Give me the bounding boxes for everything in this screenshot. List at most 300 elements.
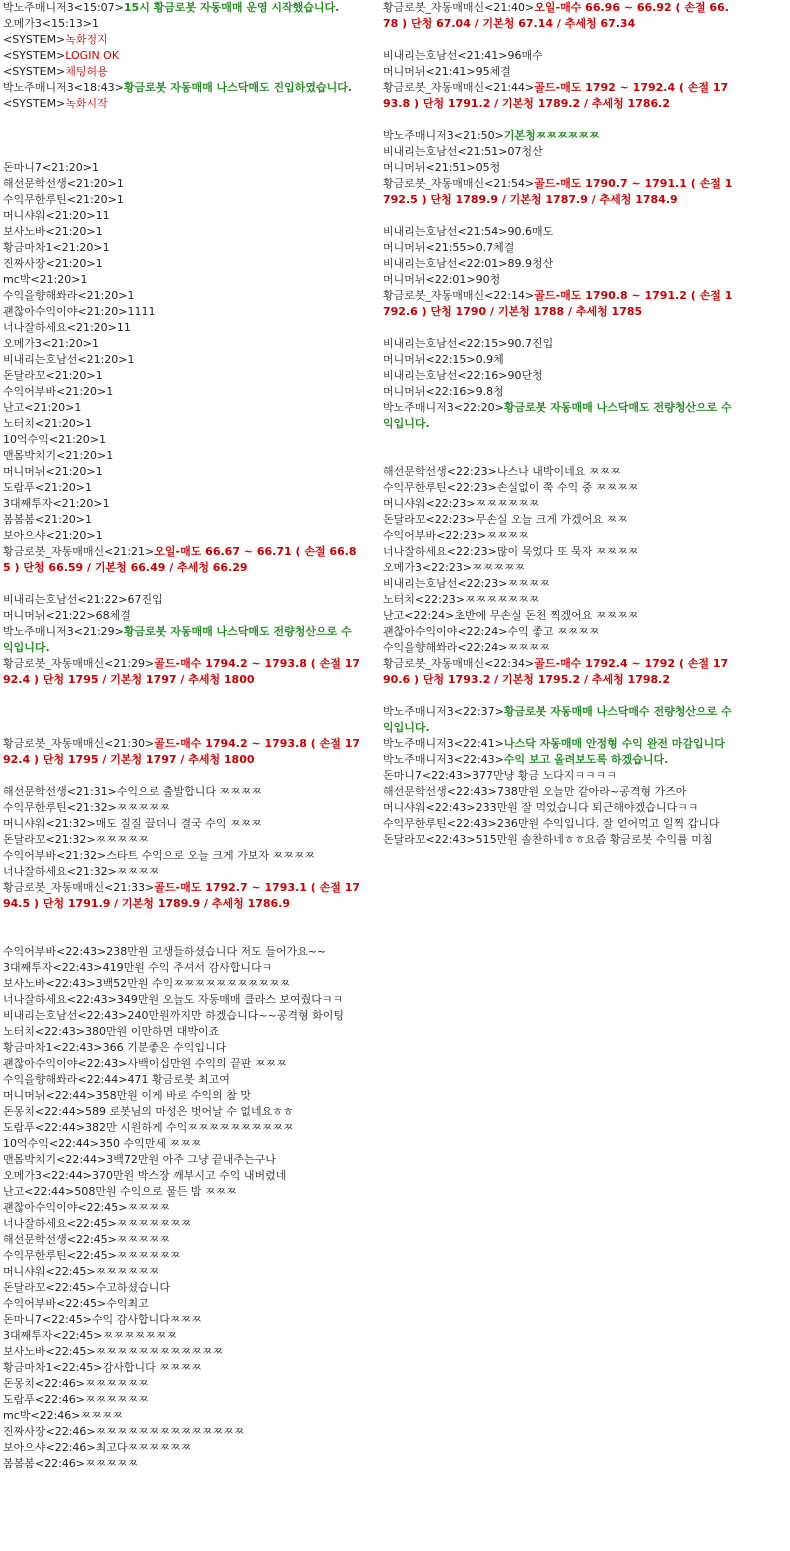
message-sender: 너나잘하세요<22:43> [3,993,117,1006]
message-text: 1 [80,273,88,286]
chat-message [383,464,735,480]
chat-message [3,960,361,976]
chat-message [3,1136,361,1152]
message-text: ㅉㅉㅉㅉㅉ [116,1233,171,1246]
chat-message [3,1088,361,1104]
message-text: 1 [102,241,110,254]
message-spacer [383,112,735,128]
message-text: 1 [116,193,124,206]
message-text: 1 [106,449,114,462]
message-sender: 괜찮아수익이야<22:45> [3,1201,128,1214]
message-sender: 난고<22:24> [383,609,455,622]
chat-message [3,1056,361,1072]
message-sender: 수익어부바<21:20> [3,385,107,398]
chat-message [383,784,735,800]
message-sender: 봄봄봄<21:20> [3,513,86,526]
message-sender: 보아으샤<21:20> [3,529,96,542]
message-sender: 머니머뉘<21:41> [383,65,476,78]
chat-message [383,224,735,240]
message-sender: 비내리는호남선<21:51> [383,145,508,158]
message-sender: 보사노바<22:45> [3,1345,96,1358]
message-text: 238만원 고생들하셨습니다 저도 들어가요~~ [106,945,327,958]
message-sender: 3대째투자<21:20> [3,497,103,510]
message-text: 채팅허용 [65,65,108,78]
chat-message [383,400,735,432]
chat-message [3,304,361,320]
chat-message [3,64,361,80]
chat-message [3,832,361,848]
message-sender: 수익어부바<22:45> [3,1297,107,1310]
message-sender: 괜찮아수익이야<22:43> [3,1057,128,1070]
chat-message [3,1024,361,1040]
message-text: 1 [127,353,135,366]
message-text: 골드-매도 1792 ~ 1792.4 ( 손절 1793.8 ) 단청 1791.2 / 기본청 1789.2 / 추세청 1786.2 [383,81,729,110]
message-sender: 해선문학선생<21:31> [3,785,117,798]
message-sender: 황금로봇_자동매매신<21:54> [383,177,535,190]
message-text: 68체결 [95,609,131,622]
message-sender: 수익을향해쏴라<21:20> [3,289,128,302]
chat-message [3,1216,361,1232]
chat-message [383,336,735,352]
chat-message [383,736,735,752]
message-text: 골드-매도 1790.7 ~ 1791.1 ( 손절 1792.5 ) 단청 1789.9 / 기본청 1787.9 / 추세청 1784.9 [383,177,733,206]
message-sender: 노터치<22:23> [383,593,466,606]
chat-message [3,1456,361,1472]
message-spacer [3,768,361,784]
message-text: 1 [85,417,93,430]
message-sender: 머니샤워<22:23> [383,497,476,510]
message-text: 89.9청산 [507,257,554,270]
chat-message [383,368,735,384]
chat-message [3,1152,361,1168]
chat-message [3,624,361,656]
message-text: 수익 감사합니다ㅉㅉㅉ [92,1313,202,1326]
message-text: 471 황금로봇 최고여 [127,1073,230,1086]
message-text: 수익으로 출발합니다 ㅉㅉㅉㅉ [116,785,263,798]
chat-message [3,1232,361,1248]
chat-message [383,560,735,576]
message-text: 1 [127,289,135,302]
message-text: 황금로봇 자동매매 나스닥매수 전량청산으로 수익입니다. [383,705,732,734]
message-sender: 오메가3<21:20> [3,337,93,350]
message-text: 사백이십만원 수익의 끝판 ㅉㅉㅉ [127,1057,287,1070]
message-text: 15시 황금로봇 자동매매 운영 시작했습니다. [123,1,340,14]
message-sender: 박노주매니저3<21:29> [3,625,124,638]
message-text: 수익최고 [106,1297,149,1310]
chat-message [3,448,361,464]
message-sender: 비내리는호남선<21:41> [383,49,508,62]
message-text: 골드-매도 1792.7 ~ 1793.1 ( 손절 1794.5 ) 단청 1791.9 / 기본청 1789.9 / 추세청 1786.9 [3,881,361,910]
message-text: ㅉㅉㅉㅉㅉㅉㅉ [102,1329,178,1342]
message-text: 수고하셨습니다 [95,1281,171,1294]
message-text: 349만원 오늘도 자동매매 클라스 보여줬다ㅋㅋ [116,993,344,1006]
message-spacer [383,688,735,704]
message-sender: 황금로봇_자동매매신<22:14> [383,289,535,302]
message-sender: 머니머뉘<22:44> [3,1089,96,1102]
message-sender: 진짜사장<21:20> [3,257,96,270]
chat-message [3,256,361,272]
message-spacer [3,576,361,592]
message-text: 녹화시작 [65,97,108,110]
message-text: 손실없이 쭉 수익 중 ㅉㅉㅉㅉ [496,481,639,494]
message-text: ㅉㅉㅉㅉ [486,529,529,542]
message-text: ㅉㅉㅉㅉ [507,577,551,590]
message-sender: 비내리는호남선<21:20> [3,353,128,366]
chat-message [3,176,361,192]
chat-message [383,800,735,816]
chat-message [383,80,735,112]
message-sender: 돈달라꼬<22:45> [3,1281,96,1294]
chat-message [383,608,735,624]
chat-message [383,352,735,368]
message-spacer [383,32,735,48]
message-sender: 박노주매니저3<18:43> [3,81,124,94]
message-sender: 3대째투자<22:45> [3,1329,103,1342]
message-sender: 비내리는호남선<22:23> [383,577,508,590]
chat-message [3,400,361,416]
chat-message [3,96,361,112]
chat-message [3,816,361,832]
message-sender: 돈몽치<22:46> [3,1377,86,1390]
chat-message [3,80,361,96]
message-sender: <SYSTEM> [3,49,66,62]
chat-message [3,1072,361,1088]
message-spacer [383,208,735,224]
chat-message [3,512,361,528]
message-text: 419만원 수익 주셔서 감사합니다ㅋ [102,961,273,974]
chat-message [383,128,735,144]
message-sender: 돈달라꼬<21:32> [3,833,96,846]
message-sender: 황금마차1<21:20> [3,241,103,254]
message-text: 236만원 수익입니다. 잘 얻어먹고 일찍 갑니다 [496,817,720,830]
message-sender: mc박<22:46> [3,1409,81,1422]
message-sender: 해선문학선생<21:20> [3,177,117,190]
message-sender: 황금로봇_자동매매신<21:44> [383,81,535,94]
chat-message [3,320,361,336]
message-text: 황금로봇 자동매매 나스닥매도 진입하였습니다. [123,81,353,94]
chat-message [383,288,735,320]
message-sender: 머니샤워<22:43> [383,801,476,814]
message-spacer [3,688,361,736]
chat-message [3,1344,361,1360]
chat-message [3,1360,361,1376]
message-text: 90.7진입 [507,337,554,350]
message-sender: 돈달라꼬<22:23> [383,513,476,526]
message-text: 골드-매수 1794.2 ~ 1793.8 ( 손절 1792.4 ) 단청 1795 / 기본청 1797 / 추세청 1800 [3,657,361,686]
message-text: 1 [95,369,103,382]
chat-message [3,736,361,768]
message-sender: 해선문학선생<22:43> [383,785,497,798]
message-sender: 비내리는호남선<22:01> [383,257,508,270]
message-sender: 머니머뉘<21:22> [3,609,96,622]
message-sender: 황금마차1<22:45> [3,1361,103,1374]
chat-message [3,224,361,240]
message-text: 오일-매도 66.67 ~ 66.71 ( 손절 66.85 ) 단청 66.59 / 기본청 66.49 / 추세청 66.29 [3,545,357,574]
message-sender: 해선문학선생<22:45> [3,1233,117,1246]
message-text: 감사합니다 ㅉㅉㅉㅉ [102,1361,202,1374]
chat-message [3,1200,361,1216]
message-sender: 비내리는호남선<22:15> [383,337,508,350]
message-text: 738만원 오늘만 같아라~공격형 가즈아 [496,785,687,798]
chat-message [3,880,361,912]
message-text: 1 [99,433,107,446]
chat-message [3,528,361,544]
message-text: 1 [92,161,100,174]
message-text: 초반에 무손실 돈천 찍겠어요 ㅉㅉㅉㅉ [454,609,639,622]
chat-message [3,16,361,32]
message-text: 1 [106,385,114,398]
message-text: 1 [102,497,110,510]
chat-message [3,608,361,624]
message-sender: 비내리는호남선<21:22> [3,593,128,606]
chat-message [3,1328,361,1344]
message-sender: 너나잘하세요<22:23> [383,545,497,558]
message-text: 황금로봇 자동매매 나스닥매도 전량청산으로 수익입니다. [3,625,352,654]
message-sender: 머니머뉘<21:51> [383,161,476,174]
message-text: ㅉㅉㅉㅉㅉㅉ [85,1377,149,1390]
message-text: 1 [85,513,93,526]
chat-message [3,1440,361,1456]
message-text: 1 [92,17,100,30]
message-text: 황금로봇 자동매매 나스닥매도 전량청산으로 수익입니다. [383,401,732,430]
chat-message [3,1280,361,1296]
chat-message [3,416,361,432]
chat-message [3,1184,361,1200]
chat-message [383,256,735,272]
chat-message [383,176,735,208]
chat-message [383,480,735,496]
chat-message [3,848,361,864]
message-sender: 비내리는호남선<22:43> [3,1009,128,1022]
chat-message [3,368,361,384]
message-sender: 돈달라꼬<22:43> [383,833,476,846]
chat-message [3,1104,361,1120]
message-text: ㅉㅉㅉㅉㅉㅉ [116,1249,181,1262]
chat-message [3,208,361,224]
chat-log-left-column [3,0,361,1472]
message-text: 508만원 수익으로 물든 밤 ㅉㅉㅉ [74,1185,237,1198]
message-sender: 박노주매니저3<21:50> [383,129,504,142]
message-text: 기본청ㅉㅉㅉㅉㅉㅉ [503,129,600,142]
message-sender: 돈몽치<22:44> [3,1105,86,1118]
message-sender: 머니샤워<21:32> [3,817,96,830]
message-sender: 보사노바<21:20> [3,225,96,238]
message-text: 골드-매도 1790.8 ~ 1791.2 ( 손절 1792.6 ) 단청 1790 / 기본청 1788 / 추세청 1785 [383,289,733,318]
chat-message [383,0,735,32]
chat-message [3,1040,361,1056]
message-text: 370만원 박스장 깨부시고 수익 내버렸네 [92,1169,287,1182]
message-sender: 보아으샤<22:46> [3,1441,96,1454]
chat-message [383,496,735,512]
chat-message [383,640,735,656]
chat-message [383,528,735,544]
chat-message [383,240,735,256]
message-text: 350 수익만세 ㅉㅉㅉ [99,1137,202,1150]
message-sender: 수익무한루틴<22:23> [383,481,497,494]
chat-message [3,464,361,480]
message-sender: 황금마차1<22:43> [3,1041,103,1054]
message-text: 95체결 [475,65,511,78]
message-sender: 비내리는호남선<22:16> [383,369,508,382]
message-text: ㅉㅉㅉㅉㅉ [95,833,149,846]
message-text: ㅉㅉㅉㅉㅉㅉ [475,497,540,510]
message-text: 1 [92,337,100,350]
chat-message [383,768,735,784]
message-text: 377만냥 황금 노다지ㅋㅋㅋㅋ [472,769,617,782]
chat-message [3,480,361,496]
chat-message [383,544,735,560]
message-text: 382만 시원하게 수익ㅉㅉㅉㅉㅉㅉㅉㅉㅉㅉ [85,1121,294,1134]
message-sender: 괜찮아수익이야<21:20> [3,305,128,318]
chat-message [3,544,361,576]
chat-message [383,384,735,400]
chat-message [3,944,361,960]
message-sender: 수익어부바<21:32> [3,849,107,862]
chat-message [3,160,361,176]
message-sender: 돈마니7<22:45> [3,1313,93,1326]
message-sender: 황금로봇_자동매매신<21:40> [383,1,535,14]
message-text: ㅉㅉㅉㅉ [116,865,160,878]
chat-message [3,48,361,64]
message-text: 나스닥 자동매매 안정형 수익 완전 마감입니다 [503,737,725,750]
message-sender: 난고<22:44> [3,1185,75,1198]
message-sender: 오메가3<22:23> [383,561,473,574]
message-spacer [383,320,735,336]
message-spacer [3,112,361,160]
chat-message [3,1120,361,1136]
chat-message [3,272,361,288]
message-sender: 오메가3<15:13> [3,17,93,30]
message-text: 9.8청 [475,385,504,398]
message-sender: 머니머뉘<21:55> [383,241,476,254]
message-sender: <SYSTEM> [3,33,66,46]
message-text: ㅉㅉㅉㅉ [507,641,551,654]
message-text: ㅉㅉㅉㅉㅉ [116,801,171,814]
message-text: 골드-매수 1794.2 ~ 1793.8 ( 손절 1792.4 ) 단청 1795 / 기본청 1797 / 추세청 1800 [3,737,361,766]
message-sender: 맨몸박치기<22:44> [3,1153,107,1166]
message-sender: mc박<21:20> [3,273,81,286]
message-text: 1 [85,481,93,494]
message-sender: 황금로봇_자동매매신<22:34> [383,657,535,670]
chat-message [3,1248,361,1264]
message-sender: 오메가3<22:44> [3,1169,93,1182]
message-text: ㅉㅉㅉㅉㅉㅉ [95,1265,160,1278]
chat-message [3,192,361,208]
message-sender: 수익무한루틴<22:43> [383,817,497,830]
message-spacer [3,912,361,944]
chat-message [383,48,735,64]
chat-message [383,816,735,832]
message-sender: 박노주매니저3<22:37> [383,705,504,718]
message-sender: 수익무한루틴<22:45> [3,1249,117,1262]
message-sender: 박노주매니저3<22:20> [383,401,504,414]
message-sender: 3대째투자<22:43> [3,961,103,974]
chat-message [383,592,735,608]
chat-message [383,160,735,176]
message-text: 233만원 잘 먹었습니다 퇴근해야겠습니다ㅋㅋ [475,801,699,814]
message-sender: 돈달라꼬<21:20> [3,369,96,382]
chat-message [3,592,361,608]
message-text: 3백52만원 수익ㅉㅉㅉㅉㅉㅉㅉㅉㅉㅉㅉ [95,977,291,990]
chat-message [3,288,361,304]
message-text: 1 [74,401,82,414]
chat-message [383,64,735,80]
message-sender: 맨몸박치기<21:20> [3,449,107,462]
message-sender: 수익을향해쏴라<22:44> [3,1073,128,1086]
chat-message [383,512,735,528]
message-text: 골드-매수 1792.4 ~ 1792 ( 손절 1790.6 ) 단청 1793.2 / 기본청 1795.2 / 추세청 1798.2 [383,657,729,686]
message-text: 11 [95,209,110,222]
message-text: 358만원 이게 바로 수익의 참 맛 [95,1089,252,1102]
chat-message [3,1296,361,1312]
message-text: ㅉㅉㅉㅉㅉㅉ [85,1393,149,1406]
chat-message [3,240,361,256]
message-text: 1 [116,177,124,190]
message-sender: 도람푸<22:44> [3,1121,86,1134]
message-text: 수익 보고 올려보도록 하겠습니다. [503,753,669,766]
message-text: 많이 묵었다 또 묵자 ㅉㅉㅉㅉ [496,545,639,558]
message-sender: 너나잘하세요<21:32> [3,865,117,878]
message-sender: <SYSTEM> [3,65,66,78]
chat-message [383,144,735,160]
message-text: ㅉㅉㅉㅉ [127,1201,171,1214]
message-sender: 10억수익<21:20> [3,433,100,446]
message-sender: 수익어부바<22:23> [383,529,487,542]
message-sender: 도람푸<22:46> [3,1393,86,1406]
message-sender: 난고<21:20> [3,401,75,414]
chat-message [3,32,361,48]
chat-message [3,784,361,800]
message-text: 나스나 내박이네요 ㅉㅉㅉ [496,465,621,478]
message-text: ㅉㅉㅉㅉㅉㅉㅉ [465,593,540,606]
message-text: 515만원 솔찬하네ㅎㅎ요즘 황금로봇 수익률 미침 [475,833,713,846]
message-text: 90단청 [507,369,543,382]
message-text: 90.6매도 [507,225,554,238]
chat-message [3,800,361,816]
message-text: 67진입 [127,593,163,606]
message-text: ㅉㅉㅉㅉㅉ [472,561,526,574]
message-sender: 돈마니7<22:43> [383,769,473,782]
message-sender: 박노주매니저3<15:07> [3,1,124,14]
chat-message [383,624,735,640]
chat-message [3,992,361,1008]
message-sender: 황금로봇_자동매매신<21:29> [3,657,155,670]
chat-log-right-column [383,0,735,848]
message-text: 90청 [475,273,501,286]
chat-message [3,976,361,992]
message-sender: 황금로봇_자동매매신<21:33> [3,881,155,894]
message-sender: 해선문학선생<22:23> [383,465,497,478]
message-sender: 머니샤워<21:20> [3,209,96,222]
message-text: 1 [95,225,103,238]
message-text: 366 기분좋은 수익입니다 [102,1041,227,1054]
message-sender: 수익을향해쏴라<22:24> [383,641,508,654]
message-text: 11 [116,321,131,334]
message-sender: 10억수익<22:44> [3,1137,100,1150]
message-text: 매도 질질 끌더니 결국 수익 ㅉㅉㅉ [95,817,262,830]
message-sender: 머니머뉘<22:16> [383,385,476,398]
message-text: 무손실 오늘 크게 가겠어요 ㅉㅉ [475,513,628,526]
chat-message [383,576,735,592]
message-sender: 머니샤워<22:45> [3,1265,96,1278]
message-sender: 노터치<21:20> [3,417,86,430]
chat-message [3,864,361,880]
chat-message [3,1376,361,1392]
message-sender: 돈마니7<21:20> [3,161,93,174]
message-text: 96매수 [507,49,543,62]
message-sender: 황금로봇_자동매매신<21:30> [3,737,155,750]
message-sender: 도람푸<21:20> [3,481,86,494]
